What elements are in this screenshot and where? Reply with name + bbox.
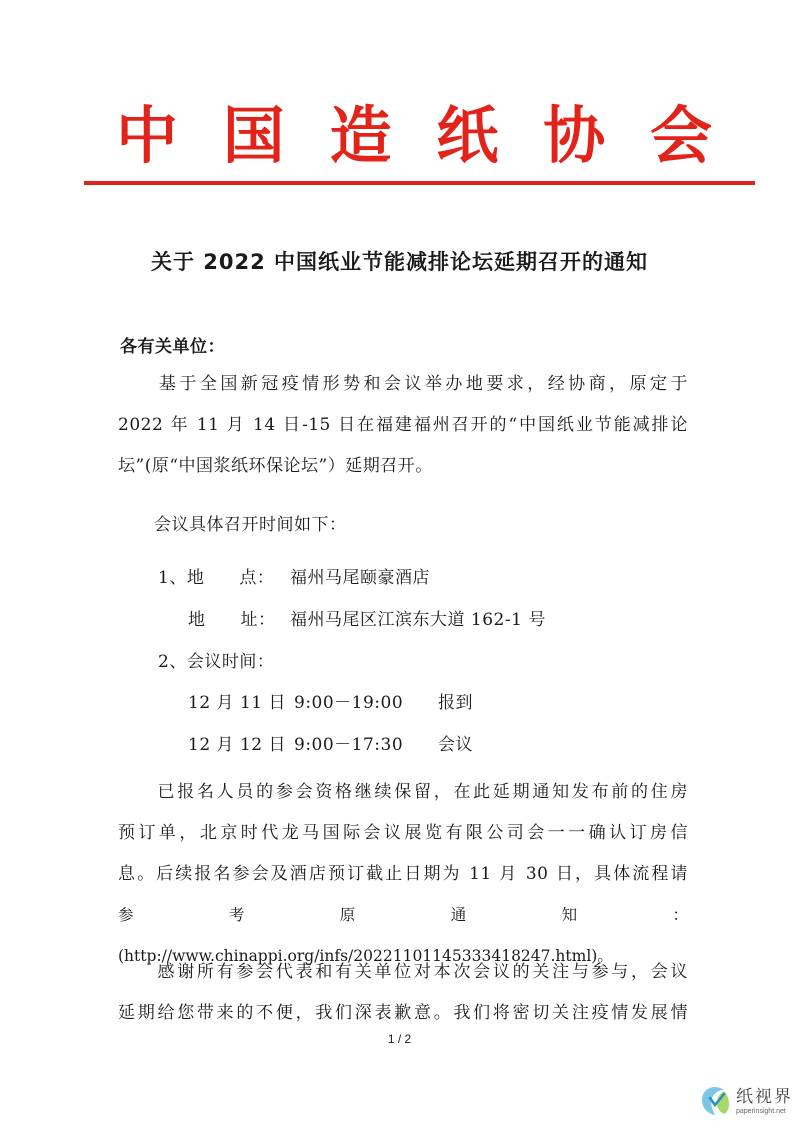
time-row-date: 12 月 12 日 — [188, 735, 286, 755]
address-value: 福州马尾区江滨东大道 162-1 号 — [290, 610, 546, 630]
document-title: 关于 2022 中国纸业节能减排论坛延期召开的通知 — [150, 250, 649, 274]
paragraph-1 — [118, 364, 688, 487]
letterhead-char: 协 — [543, 99, 606, 172]
letterhead-char: 造 — [329, 99, 392, 172]
letterhead-char: 纸 — [436, 99, 499, 172]
letterhead-divider — [84, 181, 755, 185]
watermark-logo-icon — [698, 1084, 732, 1118]
watermark-url: paperinsight.net — [736, 1107, 786, 1115]
text-line: 坛”(原“中国浆纸环保论坛”）延期召开。 — [118, 456, 433, 476]
time-row-event: 会议 — [438, 735, 473, 755]
watermark — [698, 1084, 793, 1118]
watermark-name: 纸视界 — [736, 1086, 793, 1107]
page-number: 1 / 2 — [387, 1032, 412, 1046]
letterhead — [80, 96, 740, 176]
text-line: 预订单，北京时代龙马国际会议展览有限公司会一一确认订房信 — [118, 823, 688, 843]
time-row-time: 9:00－17:30 — [294, 735, 404, 755]
text-line: 参考原通知：(http://www.chinappi.org/infs/20221101145333418247.html)。 — [118, 906, 688, 965]
venue-value: 福州马尾颐豪酒店 — [290, 568, 430, 588]
address-label: 地 址： — [188, 610, 276, 630]
paragraph-3 — [118, 772, 688, 977]
letterhead-char: 中 — [116, 99, 179, 172]
text-line: 息。后续报名参会及酒店预订截止日期为 11 月 30 日，具体流程请 — [118, 864, 688, 884]
salutation: 各有关单位： — [120, 337, 225, 357]
venue-label: 1、地 点： — [158, 568, 275, 588]
time-row-date: 12 月 11 日 — [188, 693, 286, 713]
paragraph-4 — [118, 952, 688, 1034]
text-line: 2022 年 11 月 14 日-15 日在福建福州召开的“中国纸业节能减排论 — [118, 415, 688, 435]
text-line: 已报名人员的参会资格继续保留，在此延期通知发布前的住房 — [118, 782, 688, 802]
text-line: 感谢所有参会代表和有关单位对本次会议的关注与参与，会议 — [118, 962, 688, 982]
letterhead-char: 国 — [222, 99, 285, 172]
text-line: 基于全国新冠疫情形势和会议举办地要求，经协商，原定于 — [118, 374, 688, 394]
schedule-intro: 会议具体召开时间如下： — [154, 515, 347, 535]
time-label: 2、会议时间： — [158, 652, 275, 672]
letterhead-char: 会 — [649, 99, 712, 172]
time-row-event: 报到 — [438, 693, 473, 713]
time-row-time: 9:00－19:00 — [294, 693, 404, 713]
text-line: 延期给您带来的不便，我们深表歉意。我们将密切关注疫情发展情 — [118, 1003, 688, 1023]
